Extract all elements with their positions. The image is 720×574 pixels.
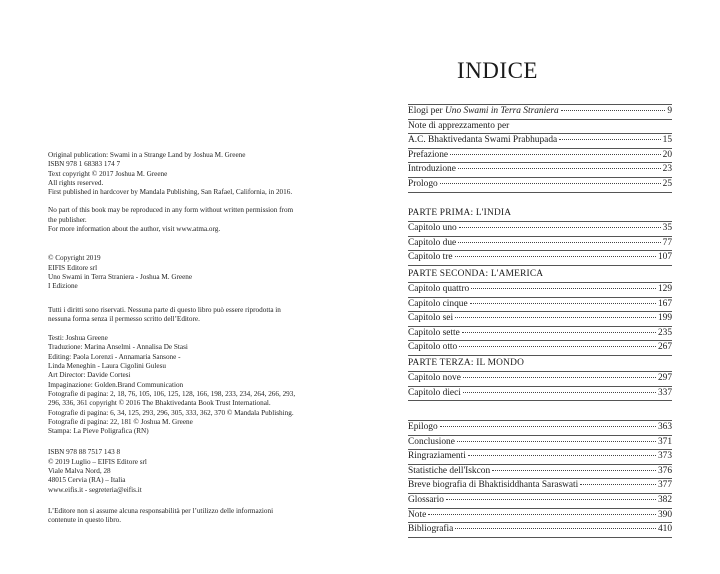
colophon-line: Traduzione: Marina Anselmi - Annalisa De Stasi (48, 343, 188, 352)
toc-entry-label: Capitolo sei (408, 313, 454, 324)
toc-entry-label: Capitolo uno (408, 223, 457, 233)
leader-dots (458, 242, 660, 243)
colophon-line: Tutti i diritti sono riservati. Nessuna parte di questo libro può essere riprodotta in (48, 305, 281, 314)
toc-entry-label: A.C. Bhaktivedanta Swami Prabhupada (408, 135, 558, 146)
leader-dots (455, 317, 656, 318)
toc-entry-label: Bibliografia (408, 524, 454, 535)
toc-entry-page: 371 (657, 436, 672, 447)
leader-dots (455, 528, 656, 529)
toc-entry-label: Capitolo quattro (408, 284, 470, 294)
toc-entry-page: 199 (657, 313, 672, 324)
colophon-line: ISBN 978 1 68383 174 7 (48, 160, 121, 169)
toc-entry-page: 235 (657, 327, 672, 338)
colophon-line: 296, 336, 361 copyright © 2016 The Bhaktivedanta Book Trust International. (48, 399, 271, 408)
toc-entry-label: Breve biografia di Bhaktisiddhanta Saraswati (408, 480, 579, 491)
leader-dots (468, 455, 656, 456)
toc-entry-page: 35 (662, 223, 672, 233)
toc-entry-page: 267 (657, 342, 672, 353)
toc-entry-page: 373 (657, 451, 672, 462)
toc-entry (408, 178, 672, 193)
toc-entry (408, 282, 672, 298)
part-heading: PARTE PRIMA: L'INDIA (408, 208, 512, 218)
toc-entry-page: 377 (657, 480, 672, 491)
toc-entry (408, 327, 672, 342)
colophon-line: Testi: Joshua Greene (48, 334, 108, 343)
toc-entry-page: 129 (657, 284, 672, 294)
toc-entry-page: 77 (662, 237, 672, 248)
toc-entry-label-italic: Uno Swami in Terra Straniera (444, 106, 559, 116)
colophon-line: No part of this book may be reproduced in any form without written permission from (48, 206, 294, 215)
leader-dots (455, 256, 656, 257)
leader-dots (459, 227, 661, 228)
leader-dots (446, 499, 656, 500)
toc-entry-label-prefix: Elogi per (408, 106, 445, 116)
part-two (408, 267, 672, 356)
toc-entry (408, 479, 672, 494)
colophon-line: For more information about the author, visit www.atma.org. (48, 225, 221, 234)
leader-dots (450, 154, 661, 155)
toc-entry-label (408, 105, 559, 119)
toc-entry-label: Ringraziamenti (408, 451, 466, 462)
colophon-line: Impaginazione: Golden.Brand Communication (48, 380, 184, 389)
leader-dots (428, 514, 656, 515)
toc-entry (408, 420, 672, 436)
leader-dots (458, 168, 661, 169)
toc-entry-label: Capitolo tre (408, 252, 453, 263)
colophon (48, 151, 348, 535)
toc-entry-page: 337 (657, 387, 672, 398)
toc-entry-label: Capitolo dieci (408, 387, 461, 398)
toc-entry (408, 312, 672, 327)
toc-entry-page: 107 (657, 252, 672, 263)
toc-entry-page: 167 (657, 298, 672, 309)
toc-entry (408, 163, 672, 178)
toc-entry-page: 15 (662, 135, 672, 146)
toc-entry-label: Note (408, 509, 427, 520)
toc-entry (408, 149, 672, 164)
toc-entry-label: Statistiche dell'Iskcon (408, 465, 491, 476)
part-heading: PARTE SECONDA: L'AMERICA (408, 269, 544, 279)
colophon-line: © Copyright 2019 (48, 254, 101, 263)
leader-dots (440, 183, 661, 184)
toc-entry (408, 387, 672, 402)
toc-entry-page: 363 (657, 422, 672, 432)
toc-entry-label: Epilogo (408, 422, 438, 432)
leader-dots (463, 377, 656, 378)
toc-entry (408, 450, 672, 465)
colophon-line: Art Director: Davide Cortesi (48, 371, 131, 380)
part-heading: PARTE TERZA: IL MONDO (408, 358, 525, 368)
colophon-line: Uno Swami in Terra Straniera - Joshua M. Greene (48, 272, 193, 281)
italian-copyright-block (48, 254, 348, 291)
colophon-line: © 2019 Luglio – EIFIS Editore srl (48, 457, 147, 466)
toc-entry-label: Introduzione (408, 164, 456, 175)
part-one-list (408, 221, 672, 266)
part-three-list (408, 371, 672, 401)
toc-entry (408, 523, 672, 538)
colophon-line: I Edizione (48, 282, 78, 291)
toc-entry (408, 371, 672, 387)
colophon-line: Linda Meneghin - Laura Cigolini Gulesu (48, 362, 166, 371)
toc-entry (408, 494, 672, 509)
toc-entry-label: Capitolo due (408, 237, 457, 248)
colophon-line: Fotografie di pagina: 6, 34, 125, 293, 296, 305, 333, 362, 370 © Mandala Publishing. (48, 408, 294, 417)
leader-dots (459, 346, 656, 347)
toc-entry (408, 221, 672, 237)
toc-entry-page: 20 (662, 149, 672, 160)
table-of-contents (408, 0, 672, 574)
rights-reserved-block (48, 306, 348, 325)
part-one (408, 206, 672, 266)
toc-entry-page: 410 (657, 524, 672, 535)
colophon-line: 48015 Cervia (RA) – Italia (48, 476, 126, 485)
toc-entry-label: Prologo (408, 178, 438, 189)
toc-entry-label: Capitolo cinque (408, 298, 468, 309)
toc-entry (408, 509, 672, 524)
toc-entry-label: Glossario (408, 494, 444, 505)
index-title: INDICE (457, 58, 538, 83)
toc-entry (408, 104, 672, 120)
leader-dots (580, 484, 656, 485)
toc-entry-label: Capitolo sette (408, 327, 460, 338)
toc-entry-page: 382 (657, 494, 672, 505)
colophon-line: contenute in questo libro. (48, 516, 122, 525)
toc-entry-label: Note di apprezzamento per (408, 120, 510, 131)
leader-dots (463, 392, 656, 393)
colophon-line: Editing: Paola Lorenzi - Annamaria Sansone - (48, 352, 181, 361)
leader-dots (561, 110, 666, 111)
leader-dots (559, 139, 660, 140)
colophon-line: nessuna forma senza il permesso scritto dell’Editore. (48, 314, 200, 323)
toc-entry-label: Conclusione (408, 436, 455, 447)
publisher-address-block (48, 448, 348, 494)
part-two-list (408, 282, 672, 356)
disclaimer-block (48, 507, 348, 526)
toc-entry (408, 298, 672, 313)
front-matter-list (408, 104, 672, 193)
toc-entry (408, 251, 672, 266)
toc-entry-page: 25 (662, 178, 672, 189)
credits-block (48, 334, 348, 436)
toc-entry-page: 390 (657, 509, 672, 520)
colophon-line: Stampa: La Pieve Poligrafica (RN) (48, 427, 149, 436)
toc-entry (408, 237, 672, 252)
colophon-line: First published in hardcover by Mandala Publishing, San Rafael, California, in 2016. (48, 188, 293, 197)
leader-dots (457, 441, 656, 442)
leader-dots (440, 426, 656, 427)
part-three (408, 356, 672, 401)
toc-entry-label: Capitolo nove (408, 373, 461, 383)
colophon-line: Text copyright © 2017 Joshua M. Greene (48, 169, 168, 178)
leader-dots (462, 332, 656, 333)
toc-entry (408, 120, 672, 135)
toc-entry-label: Capitolo otto (408, 342, 458, 353)
colophon-line: Viale Malva Nord, 28 (48, 467, 111, 476)
toc-entry (408, 341, 672, 356)
colophon-line: All rights reserved. (48, 178, 104, 187)
toc-entry (408, 465, 672, 480)
reproduction-notice-block (48, 206, 348, 234)
toc-entry-page: 9 (667, 106, 672, 116)
toc-entry-label: Prefazione (408, 149, 449, 160)
colophon-line: www.eifis.it - segreteria@eifis.it (48, 485, 142, 494)
colophon-line: Fotografie di pagina: 22, 181 © Joshua M. Greene (48, 417, 193, 426)
leader-dots (492, 470, 656, 471)
colophon-line: EIFIS Editore srl (48, 263, 98, 272)
original-publication-block (48, 151, 348, 197)
colophon-line: L’Editore non si assume alcuna responsabilità per l’utilizzo delle informazioni (48, 506, 274, 515)
toc-entry-page: 376 (657, 465, 672, 476)
leader-dots (471, 288, 656, 289)
colophon-line: Fotografie di pagina: 2, 18, 76, 105, 106, 125, 128, 166, 198, 233, 234, 264, 266, 293, (48, 389, 296, 398)
toc-entry (408, 436, 672, 451)
toc-entry-page: 297 (657, 373, 672, 383)
toc-entry (408, 134, 672, 149)
toc-entry-page: 23 (662, 164, 672, 175)
leader-dots (470, 303, 656, 304)
colophon-line: the publisher. (48, 215, 87, 224)
colophon-line: Original publication: Swami in a Strange Land by Joshua M. Greene (48, 151, 246, 159)
back-matter-list (408, 420, 672, 538)
colophon-line: ISBN 978 88 7517 143 8 (48, 448, 121, 457)
